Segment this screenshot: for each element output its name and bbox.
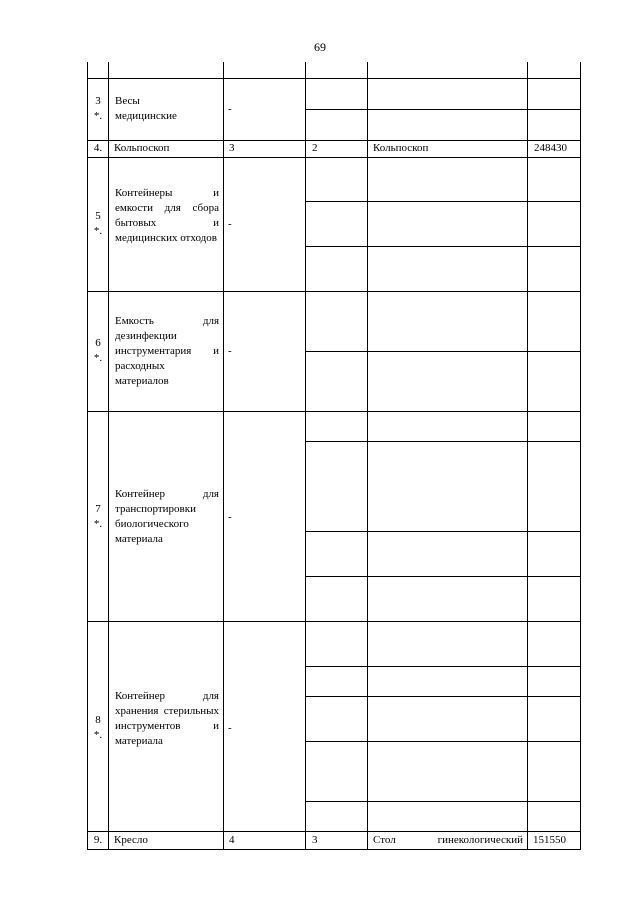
row-count: 2: [312, 142, 318, 154]
row-number: 9.: [93, 834, 103, 846]
row-divider: [87, 849, 581, 850]
page-number: 69: [314, 40, 326, 54]
row-equivalent: Стол гинекологический: [373, 834, 523, 846]
row-count: 3: [312, 834, 318, 846]
row-equivalent: Кольпоскоп: [373, 142, 429, 154]
row-divider: [87, 78, 581, 79]
subrow-divider: [305, 696, 581, 697]
row-name: Контейнеры и емкости для сбора бытовых и медицинских отходов: [115, 187, 219, 244]
row-number: 7 *.: [93, 503, 103, 530]
subrow-divider: [305, 351, 581, 352]
row-number: 6 *.: [93, 337, 103, 364]
row-quantity: 4: [229, 834, 235, 846]
row-name: Кресло: [114, 834, 148, 846]
subrow-divider: [305, 666, 581, 667]
row-divider: [87, 621, 581, 622]
row-code: 151550: [533, 834, 566, 846]
row-quantity: 3: [229, 142, 235, 154]
subrow-divider: [305, 741, 581, 742]
row-number: 3 *.: [93, 95, 103, 122]
row-divider: [87, 157, 581, 158]
row-name: Кольпоскоп: [114, 142, 170, 154]
row-name: Контейнер для транспортировки биологического материала: [115, 488, 219, 545]
row-name: Контейнер для хранения стерильных инструментов и материала: [115, 690, 219, 747]
row-name: Емкость для дезинфекции инструментария и расходных материалов: [115, 315, 219, 387]
subrow-divider: [305, 576, 581, 577]
row-code: 248430: [534, 142, 567, 154]
row-number: 8 *.: [93, 714, 103, 741]
row-number: 5 *.: [93, 210, 103, 237]
row-divider: [87, 411, 581, 412]
row-name: Весы медицинские: [115, 95, 177, 122]
row-quantity: -: [228, 218, 232, 230]
table-border: [367, 62, 368, 850]
subrow-divider: [305, 801, 581, 802]
table-border: [108, 62, 109, 850]
row-quantity: -: [228, 722, 232, 734]
subrow-divider: [305, 201, 581, 202]
table-border: [305, 62, 306, 850]
subrow-divider: [305, 441, 581, 442]
row-number: 4.: [93, 142, 103, 154]
row-divider: [87, 831, 581, 832]
subrow-divider: [305, 246, 581, 247]
table-border: [527, 62, 528, 850]
table-border: [580, 62, 581, 850]
table-border: [223, 62, 224, 850]
row-quantity: -: [228, 511, 232, 523]
subrow-divider: [305, 109, 581, 110]
row-quantity: -: [228, 345, 232, 357]
row-quantity: -: [228, 103, 232, 115]
row-divider: [87, 291, 581, 292]
subrow-divider: [305, 531, 581, 532]
